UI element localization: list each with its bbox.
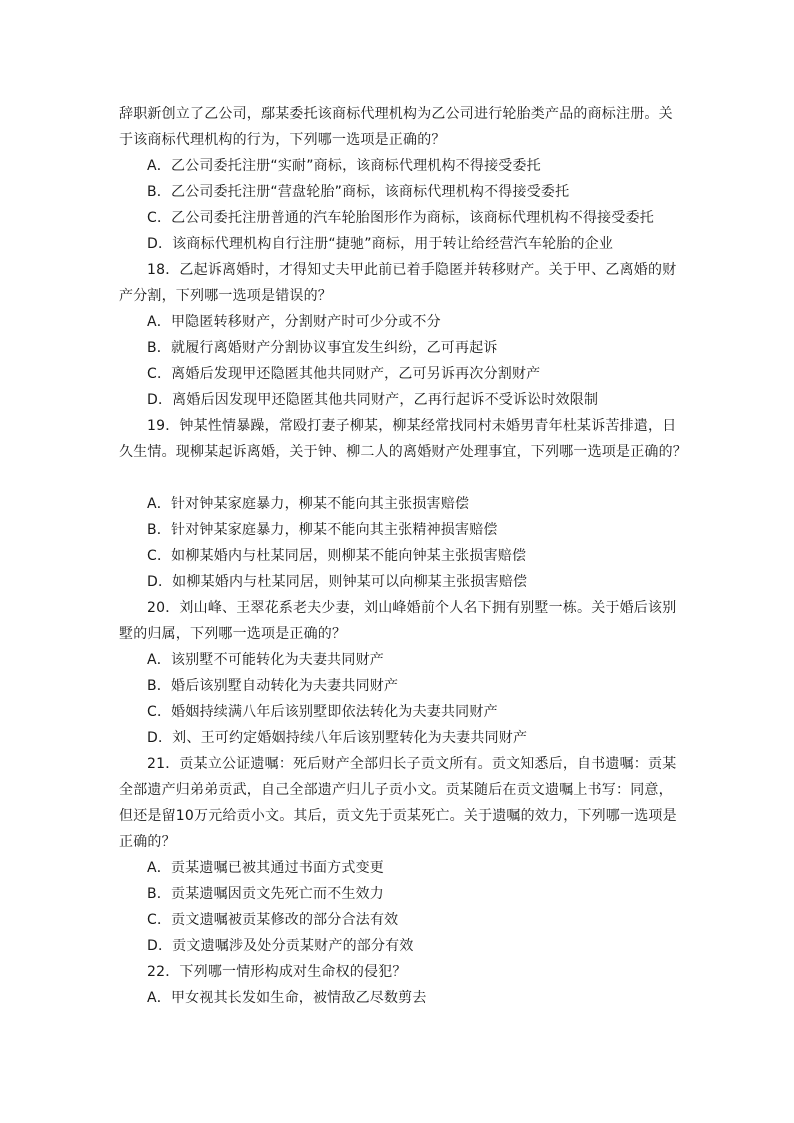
option-c: C．如柳某婚内与杜某同居，则柳某不能向钟某主张损害赔偿 [147, 548, 527, 564]
text-line: 正确的？ [119, 834, 176, 850]
blank-line [119, 465, 679, 491]
option-b: B．针对钟某家庭暴力，柳某不能向其主张精神损害赔偿 [147, 522, 498, 538]
question-19: 19．钟某性情暴躁，常殴打妻子柳某，柳某经常找同村未婚男青年杜某诉苦排遣，日 [147, 418, 677, 434]
option-d: D．该商标代理机构自行注册“捷驰”商标，用于转让给经营汽车轮胎的企业 [147, 236, 614, 252]
question-20: 20．刘山峰、王翠花系老夫少妻，刘山峰婚前个人名下拥有别墅一栋。关于婚后该别 [147, 600, 677, 616]
text-line: 辞职新创立了乙公司，鄢某委托该商标代理机构为乙公司进行轮胎类产品的商标注册。关 [119, 106, 673, 122]
option-d: D．离婚后因发现甲还隐匿其他共同财产，乙再行起诉不受诉讼时效限制 [147, 392, 599, 408]
option-a: A．甲隐匿转移财产，分割财产时可少分或不分 [147, 314, 441, 330]
question-18: 18．乙起诉离婚时，才得知丈夫甲此前已着手隐匿并转移财产。关于甲、乙离婚的财 [147, 262, 677, 278]
question-21: 21．贡某立公证遗嘱：死后财产全部归长子贡文所有。贡文知悉后，自书遗嘱：贡某 [147, 756, 677, 772]
document-page [119, 101, 687, 1011]
option-c: C．乙公司委托注册普通的汽车轮胎图形作为商标，该商标代理机构不得接受委托 [147, 210, 654, 226]
text-line: 墅的归属，下列哪一选项是正确的？ [119, 626, 347, 642]
option-c: C．离婚后发现甲还隐匿其他共同财产，乙可另诉再次分割财产 [147, 366, 541, 382]
option-c: C．贡文遗嘱被贡某修改的部分合法有效 [147, 912, 399, 928]
option-d: D．刘、王可约定婚姻持续八年后该别墅转化为夫妻共同财产 [147, 730, 528, 746]
option-a: A．甲女视其长发如生命，被情敌乙尽数剪去 [147, 990, 427, 1006]
text-line: 全部遗产归弟弟贡武，自己全部遗产归儿子贡小文。贡某随后在贡文遗嘱上书写：同意， [119, 782, 673, 798]
option-c: C．婚姻持续满八年后该别墅即依法转化为夫妻共同财产 [147, 704, 498, 720]
option-a: A．针对钟某家庭暴力，柳某不能向其主张损害赔偿 [147, 496, 470, 512]
text-line: 但还是留10万元给贡小文。其后，贡文先于贡某死亡。关于遗嘱的效力，下列哪一选项是 [119, 808, 677, 824]
option-a: A．乙公司委托注册“实耐”商标，该商标代理机构不得接受委托 [147, 158, 541, 174]
question-22: 22．下列哪一情形构成对生命权的侵犯？ [147, 964, 407, 980]
option-a: A．该别墅不可能转化为夫妻共同财产 [147, 652, 384, 668]
option-b: B．就履行离婚财产分割协议事宜发生纠纷，乙可再起诉 [147, 340, 498, 356]
option-d: D．如柳某婚内与杜某同居，则钟某可以向柳某主张损害赔偿 [147, 574, 528, 590]
option-a: A．贡某遗嘱已被其通过书面方式变更 [147, 860, 384, 876]
text-line: 产分割，下列哪一选项是错误的？ [119, 288, 332, 304]
option-b: B．婚后该别墅自动转化为夫妻共同财产 [147, 678, 399, 694]
option-d: D．贡文遗嘱涉及处分贡某财产的部分有效 [147, 938, 414, 954]
text-line: 久生情。现柳某起诉离婚，关于钟、柳二人的离婚财产处理事宜，下列哪一选项是正确的？ [119, 444, 687, 460]
text-line: 于该商标代理机构的行为，下列哪一选项是正确的？ [119, 132, 446, 148]
option-b: B．贡某遗嘱因贡文先死亡而不生效力 [147, 886, 385, 902]
option-b: B．乙公司委托注册“营盘轮胎”商标，该商标代理机构不得接受委托 [147, 184, 570, 200]
